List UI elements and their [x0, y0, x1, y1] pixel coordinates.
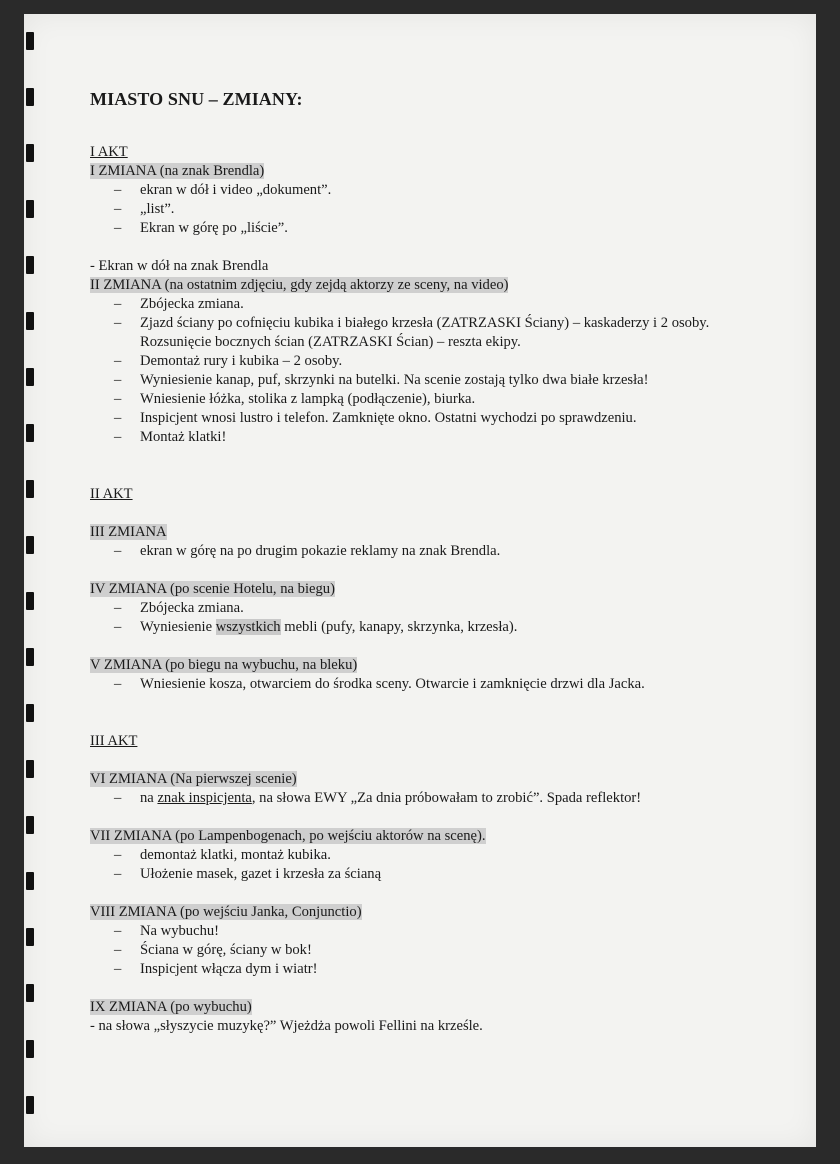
list-item: – Ułożenie masek, gazet i krzesła za ścianą — [114, 865, 750, 884]
list-item: – Zjazd ściany po cofnięciu kubika i białego krzesła (ZATRZASKI Ściany) – kaskaderzy i 2 osoby. Rozsunięcie bocznych ścian (ZATRZASKI Ścian) – reszta ekipy. — [114, 314, 750, 352]
act-1-heading: I AKT — [90, 144, 128, 160]
list-item: – Demontaż rury i kubika – 2 osoby. — [114, 352, 750, 371]
list-item: – Wyniesienie wszystkich mebli (pufy, kanapy, skrzynka, krzesła). — [114, 618, 750, 637]
change-2-list — [90, 295, 750, 447]
change-8-list — [90, 922, 750, 979]
change-1-heading: I ZMIANA (na znak Brendla) — [90, 163, 265, 179]
list-item: – Zbójecka zmiana. — [114, 599, 750, 618]
change-9-note: - na słowa „słyszycie muzykę?” Wjeżdża powoli Fellini na krześle. — [90, 1018, 483, 1034]
list-item: – Wniesienie kosza, otwarciem do środka sceny. Otwarcie i zamknięcie drzwi dla Jacka. — [114, 675, 750, 694]
change-5-list — [90, 675, 750, 694]
list-item: – Ściana w górę, ściany w bok! — [114, 941, 750, 960]
change-1-list — [90, 181, 750, 238]
change-9-heading: IX ZMIANA (po wybuchu) — [90, 999, 252, 1015]
change-3-heading: III ZMIANA — [90, 524, 167, 540]
change-6-heading: VI ZMIANA (Na pierwszej scenie) — [90, 771, 297, 787]
list-item: – Wniesienie łóżka, stolika z lampką (podłączenie), biurka. — [114, 390, 750, 409]
list-item: – Ekran w górę po „liście”. — [114, 219, 750, 238]
list-item: – Wyniesienie kanap, puf, skrzynki na butelki. Na scenie zostają tylko dwa białe krzesła! — [114, 371, 750, 390]
list-item: – Montaż klatki! — [114, 428, 750, 447]
change-4-list — [90, 599, 750, 637]
change-8-heading: VIII ZMIANA (po wejściu Janka, Conjunctio) — [90, 904, 362, 920]
change-5-heading: V ZMIANA (po biegu na wybuchu, na bleku) — [90, 657, 358, 673]
list-item: – Inspicjent włącza dym i wiatr! — [114, 960, 750, 979]
list-item: – Zbójecka zmiana. — [114, 295, 750, 314]
change-7-heading: VII ZMIANA (po Lampenbogenach, po wejściu aktorów na scenę). — [90, 828, 486, 844]
list-item: – Inspicjent wnosi lustro i telefon. Zamknięte okno. Ostatni wychodzi po sprawdzeniu. — [114, 409, 750, 428]
list-item: – Na wybuchu! — [114, 922, 750, 941]
list-item: – ekran w górę na po drugim pokazie reklamy na znak Brendla. — [114, 542, 750, 561]
note-screen-down: - Ekran w dół na znak Brendla — [90, 258, 269, 274]
list-item: – demontaż klatki, montaż kubika. — [114, 846, 750, 865]
change-3-list — [90, 542, 750, 561]
document-body — [90, 90, 750, 1036]
list-item: – ekran w dół i video „dokument”. — [114, 181, 750, 200]
change-7-list — [90, 846, 750, 884]
act-3-heading: III AKT — [90, 733, 138, 749]
change-4-heading: IV ZMIANA (po scenie Hotelu, na biegu) — [90, 581, 335, 597]
list-item: – na znak inspicjenta, na słowa EWY „Za dnia próbowałam to zrobić”. Spada reflektor! — [114, 789, 750, 808]
change-6-list — [90, 789, 750, 808]
act-2-heading: II AKT — [90, 486, 133, 502]
change-2-heading: II ZMIANA (na ostatnim zdjęciu, gdy zejdą aktorzy ze sceny, na video) — [90, 277, 509, 293]
page-title: MIASTO SNU – ZMIANY: — [90, 89, 303, 109]
list-item: – „list”. — [114, 200, 750, 219]
